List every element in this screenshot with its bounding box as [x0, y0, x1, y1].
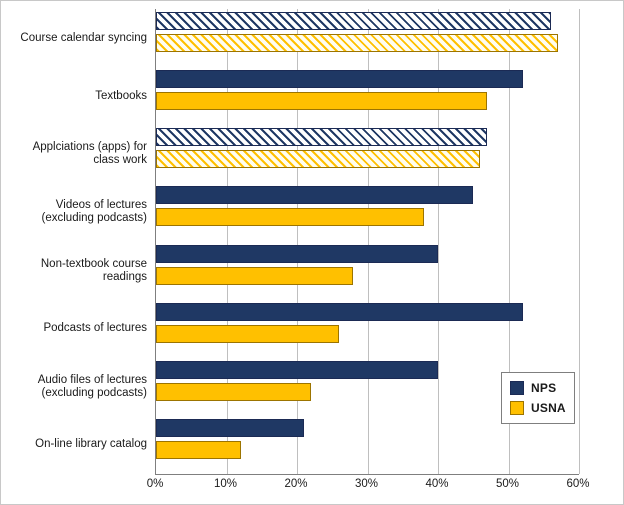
gridline-60pct [579, 9, 580, 474]
bar-usna [156, 325, 339, 343]
chart-legend [501, 372, 575, 424]
bar-nps [156, 186, 473, 204]
y-axis-label: Course calendar syncing [20, 31, 147, 44]
y-axis-label: Videos of lectures (excluding podcasts) [41, 199, 147, 225]
legend-item-nps [510, 379, 566, 396]
bar-usna [156, 383, 311, 401]
x-axis-tick: 20% [284, 478, 308, 490]
x-axis-tick: 30% [354, 478, 379, 490]
x-axis-tick: 50% [495, 478, 520, 490]
x-axis-tick: 40% [425, 478, 449, 490]
bar-nps [156, 419, 304, 437]
bar-nps [156, 12, 551, 30]
x-axis-tick: 60% [566, 478, 590, 490]
bar-nps [156, 70, 523, 88]
bar-group [156, 125, 579, 183]
x-axis-tick-labels [146, 478, 590, 498]
x-axis-tick: 10% [213, 478, 238, 490]
bar-usna [156, 34, 558, 52]
y-axis-label: Podcasts of lectures [43, 322, 147, 335]
bar-nps [156, 303, 523, 321]
y-axis-label: On-line library catalog [35, 438, 147, 451]
bar-group [156, 242, 579, 300]
bar-group [156, 416, 579, 474]
bar-usna [156, 92, 487, 110]
bar-group [156, 67, 579, 125]
y-axis-label: Non-textbook course readings [40, 257, 147, 283]
bar-nps [156, 245, 438, 263]
y-axis-label: Textbooks [95, 89, 147, 102]
bar-group [156, 183, 579, 241]
bar-nps [156, 128, 487, 146]
legend-label-nps: NPS [531, 380, 557, 395]
bar-nps [156, 361, 438, 379]
bar-group [156, 9, 579, 67]
y-axis-label: Applciations (apps) for class work [32, 141, 147, 167]
bar-group [156, 300, 579, 358]
bar-usna [156, 208, 424, 226]
legend-label-usna: USNA [531, 400, 566, 415]
legend-swatch-nps [510, 381, 524, 395]
y-axis-category-labels [1, 9, 153, 475]
x-axis-tick: 0% [146, 478, 164, 490]
legend-swatch-usna [510, 401, 524, 415]
bar-usna [156, 267, 353, 285]
y-axis-label: Audio files of lectures (excluding podcasts) [37, 373, 147, 399]
bar-usna [156, 441, 241, 459]
legend-item-usna [510, 399, 566, 416]
bar-usna [156, 150, 480, 168]
